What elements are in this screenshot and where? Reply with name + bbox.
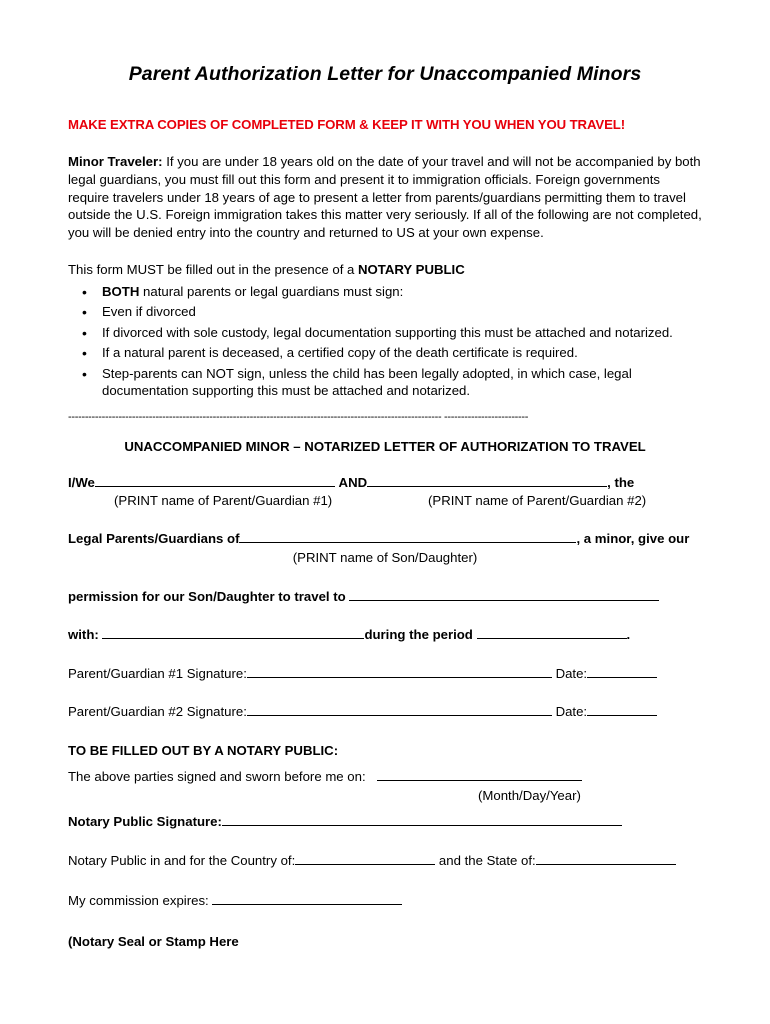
parent-name-captions [68, 492, 702, 510]
notary-section [68, 742, 702, 950]
legal-parents-label: Legal Parents/Guardians of [68, 531, 240, 547]
signature1-label: Parent/Guardian #1 Signature: [68, 666, 247, 682]
notary-country-field[interactable] [295, 850, 435, 865]
period-field[interactable] [477, 624, 627, 639]
signature1-field[interactable] [247, 663, 552, 678]
list-item [102, 344, 702, 362]
with-row [68, 624, 702, 644]
rules-list [68, 283, 702, 400]
notary-public-bold: NOTARY PUBLIC [358, 262, 465, 278]
notary-public-requirement [68, 261, 702, 279]
list-item [102, 324, 702, 342]
signature2-field[interactable] [247, 701, 552, 716]
period-end: . [626, 626, 631, 642]
copies-warning: MAKE EXTRA COPIES OF COMPLETED FORM & KEEP IT WITH YOU WHEN YOU TRAVEL! [68, 116, 626, 132]
permission-row [68, 586, 702, 606]
notary-country-row [68, 850, 702, 870]
page-title: Parent Authorization Letter for Unaccompanied Minors [128, 63, 642, 85]
permission-label: permission for our Son/Daughter to travel to [68, 589, 346, 605]
notary-sworn-row [68, 766, 702, 786]
minor-traveler-label: Minor Traveler: [68, 154, 163, 170]
notary-requirement-prefix: This form MUST be filled out in the presence of a [68, 262, 359, 278]
the-label: , the [607, 474, 635, 490]
notary-state-field[interactable] [536, 850, 676, 865]
rule-text: If a natural parent is deceased, a certified copy of the death certificate is required. [102, 345, 578, 361]
with-label: with: [68, 626, 99, 642]
notary-heading: TO BE FILLED OUT BY A NOTARY PUBLIC: [68, 743, 339, 759]
signature2-label: Parent/Guardian #2 Signature: [68, 703, 247, 719]
notary-signature-label: Notary Public Signature: [68, 813, 222, 829]
notary-state-label: and the State of: [438, 853, 536, 869]
rule-text: If divorced with sole custody, legal documentation supporting this must be attached and notarized. [102, 324, 673, 340]
minor-traveler-paragraph [68, 153, 702, 241]
caption-child-wrapper [68, 549, 702, 567]
section-divider: --------------------------------------------------------------------------------------------------------------- ------------------------- [68, 411, 529, 424]
iwe-row [68, 472, 702, 492]
notary-date-caption-row [68, 787, 702, 805]
minor-traveler-text: If you are under 18 years old on the date of your travel and will not be accompanied by both legal guardians, you must fill out this form and present it to immigration officials. Foreign governments require travelers under 18 years of age to present a letter from parents/guardians permitting them to travel outside the U.S. Foreign immigration takes this matter very seriously. If all of the following are not completed, you will be denied entry into the country and returned to US at your own expense. [68, 154, 702, 240]
during-label: during the period [364, 626, 473, 642]
minor-suffix: , a minor, give our [576, 531, 690, 547]
rule-text: natural parents or legal guardians must sign: [139, 283, 404, 299]
caption-child: (PRINT name of Son/Daughter) [292, 549, 478, 565]
caption-parent1: (PRINT name of Parent/Guardian #1) [114, 493, 333, 509]
notary-commission-row [68, 890, 702, 910]
rule-bold: BOTH [102, 283, 140, 299]
notary-sworn-label: The above parties signed and sworn before me on: [68, 768, 366, 784]
rule-text: Step-parents can NOT sign, unless the child has been legally adopted, in which case, legal documentation supporting this must be attached and notarized. [102, 365, 632, 399]
notary-signature-field[interactable] [222, 811, 622, 826]
signature1-row [68, 663, 702, 683]
date1-label: Date: [555, 666, 588, 682]
date2-field[interactable] [587, 701, 657, 716]
date1-field[interactable] [587, 663, 657, 678]
list-item [102, 365, 702, 400]
list-item [102, 283, 702, 301]
list-item [102, 303, 702, 321]
date2-label: Date: [555, 703, 588, 719]
notary-commission-field[interactable] [212, 890, 402, 905]
notary-commission-label: My commission expires: [68, 892, 209, 908]
parent1-name-field[interactable] [95, 472, 335, 487]
companion-field[interactable] [102, 624, 364, 639]
caption-month-day-year: (Month/Day/Year) [478, 787, 581, 803]
parent2-name-field[interactable] [367, 472, 607, 487]
iwe-label: I/We [68, 474, 95, 490]
legal-parents-row [68, 528, 702, 548]
section-heading: UNACCOMPANIED MINOR – NOTARIZED LETTER OF AUTHORIZATION TO TRAVEL [124, 439, 646, 455]
child-name-field[interactable] [239, 528, 576, 543]
notary-country-label: Notary Public in and for the Country of: [68, 853, 296, 869]
rule-text: Even if divorced [102, 304, 196, 320]
destination-field[interactable] [349, 586, 659, 601]
notary-signature-row [68, 811, 702, 831]
notary-seal-label: (Notary Seal or Stamp Here [68, 934, 239, 950]
notary-date-field[interactable] [377, 766, 582, 781]
caption-parent2: (PRINT name of Parent/Guardian #2) [428, 493, 647, 509]
signature2-row [68, 701, 702, 721]
and-label: AND [338, 474, 368, 490]
